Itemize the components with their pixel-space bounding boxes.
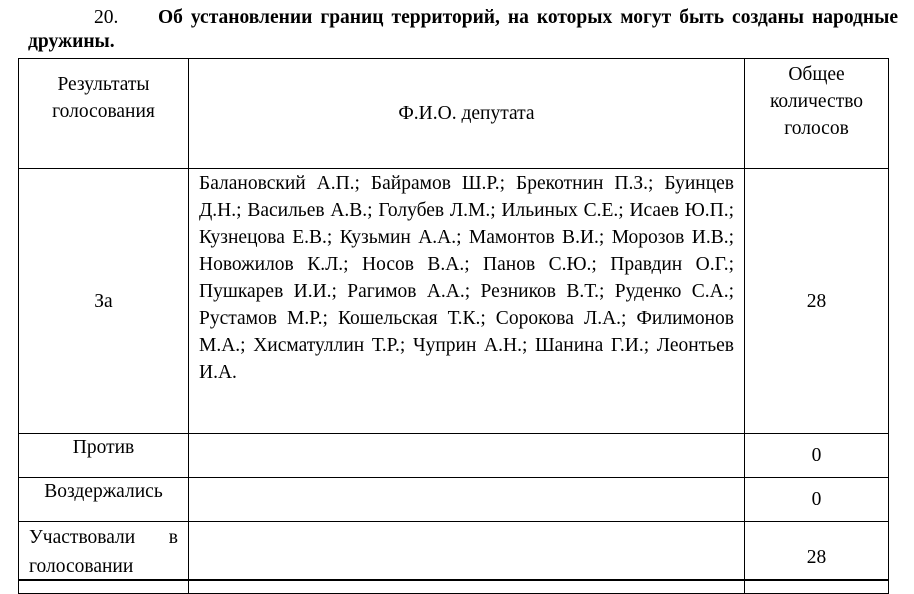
table-row-abstained bbox=[19, 478, 889, 522]
agenda-item-number: 20. bbox=[94, 7, 119, 28]
deputy-names-abstained bbox=[189, 478, 745, 522]
vote-count-abstained: 0 bbox=[745, 478, 889, 522]
table-bottom-rule bbox=[18, 579, 889, 581]
table-row-against bbox=[19, 434, 889, 478]
deputy-names-participated bbox=[189, 522, 745, 594]
agenda-item-heading bbox=[28, 6, 898, 54]
deputy-names-for: Балановский А.П.; Байрамов Ш.Р.; Брекотнин П.З.; Буинцев Д.Н.; Васильев А.В.; Голубев Л.М.; Ильиных С.Е.; Исаев Ю.П.; Кузнецова Е.В.; Кузьмин А.А.; Мамонтов В.И.; Морозов И.В.; Новожилов К.Л.; Носов В.А.; Панов С.Ю.; Правдин О.Г.; Пушкарев И.И.; Рагимов А.А.; Резников В.Т.; Руденко С.А.; Рустамов М.Р.; Кошельская Т.К.; Сорокова Л.А.; Филимонов М.А.; Хисматуллин Т.Р.; Чуприн А.Н.; Шанина Г.И.; Леонтьев И.А. bbox=[189, 169, 745, 434]
agenda-item-title: Об установлении границ территорий, на которых могут быть созданы народные дружины. bbox=[28, 7, 898, 52]
voting-results-table bbox=[18, 58, 889, 594]
vote-count-participated: 28 bbox=[745, 522, 889, 594]
table-row-for bbox=[19, 169, 889, 434]
deputy-names-against bbox=[189, 434, 745, 478]
header-total: Общее количество голосов bbox=[745, 59, 889, 169]
table-row-participated bbox=[19, 522, 889, 594]
header-results: Результаты голосования bbox=[19, 59, 189, 169]
row-label-participated: Участвовали в голосовании bbox=[19, 522, 189, 594]
vote-count-for: 28 bbox=[745, 169, 889, 434]
header-deputy: Ф.И.О. депутата bbox=[189, 59, 745, 169]
vote-count-against: 0 bbox=[745, 434, 889, 478]
row-label-abstained: Воздержались bbox=[19, 478, 189, 522]
row-label-against: Против bbox=[19, 434, 189, 478]
table-header-row bbox=[19, 59, 889, 169]
row-label-for: За bbox=[19, 169, 189, 434]
